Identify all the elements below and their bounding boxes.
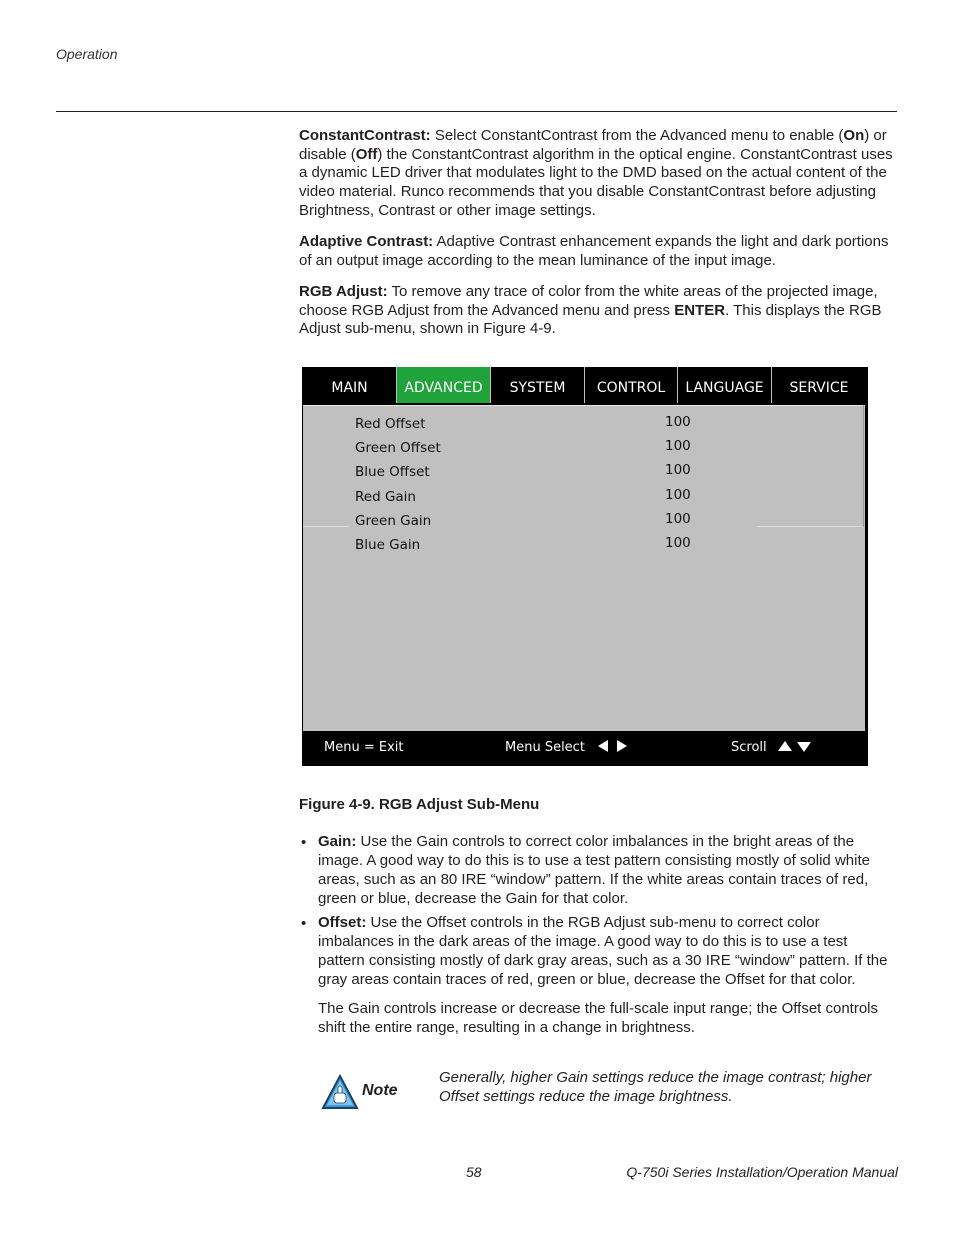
menu-row-value: 100	[665, 462, 691, 478]
menu-row-green-offset[interactable]	[355, 435, 835, 459]
gain-term: Gain:	[318, 833, 357, 850]
tab-advanced[interactable]: ADVANCED	[397, 367, 491, 403]
range-paragraph: The Gain controls increase or decrease the full-scale input range; the Offset controls shift the entire range, resulting in a change in brightness.	[318, 1000, 879, 1036]
panel-separator	[303, 526, 349, 527]
note-label: Note	[362, 1082, 398, 1099]
scroll-hint: Scroll	[731, 740, 767, 755]
constant-contrast-text-2: ) or disable (	[299, 127, 887, 163]
arrow-down-icon	[797, 742, 811, 752]
menu-row-value: 100	[665, 511, 691, 527]
tab-language[interactable]: LANGUAGE	[678, 367, 772, 403]
constant-contrast-text-1: Select ConstantContrast from the Advanced menu to enable (	[430, 127, 844, 144]
menu-row-label: Blue Offset	[355, 464, 430, 480]
menu-row-red-offset[interactable]	[355, 411, 835, 435]
osd-footer-bar	[303, 734, 865, 762]
enter-keyword: ENTER	[674, 301, 726, 319]
tab-service[interactable]: SERVICE	[789, 380, 849, 396]
offset-term: Offset:	[318, 914, 367, 931]
offset-bullet	[318, 914, 898, 990]
rgb-adjust-text-2: . This displays the RGB Adjust sub-menu, shown in Figure 4-9.	[299, 301, 882, 338]
menu-row-blue-offset[interactable]	[355, 459, 835, 483]
arrow-right-icon	[617, 740, 627, 752]
tab-system[interactable]: SYSTEM	[491, 367, 585, 403]
header-rule	[56, 111, 897, 112]
figure-caption: Figure 4-9. RGB Adjust Sub-Menu	[299, 796, 540, 813]
menu-row-label: Blue Gain	[355, 537, 421, 553]
panel-edge	[863, 405, 864, 527]
menu-row-value: 100	[665, 414, 691, 430]
menu-row-green-gain[interactable]	[355, 508, 835, 532]
arrow-left-icon	[598, 740, 608, 752]
osd-menu-panel	[303, 405, 865, 731]
off-keyword: Off	[355, 145, 378, 163]
rgb-adjust-text-1: To remove any trace of color from the white areas of the projected image, choose RGB Adjust from the Advanced menu and press	[299, 283, 878, 319]
manual-title: Q-750i Series Installation/Operation Manual	[626, 1164, 898, 1180]
panel-highlight	[303, 405, 865, 406]
menu-row-value: 100	[665, 438, 691, 454]
on-keyword: On	[843, 127, 865, 144]
menu-row-value: 100	[665, 487, 691, 503]
menu-row-label: Red Offset	[355, 416, 426, 432]
bullet-icon: •	[301, 834, 307, 851]
note-text: Generally, higher Gain settings reduce the image contrast; higher Offset settings reduce the image brightness.	[439, 1069, 872, 1105]
rgb-adjust-term: RGB Adjust:	[299, 283, 388, 300]
arrow-up-icon	[778, 741, 792, 751]
menu-row-label: Green Offset	[355, 440, 441, 456]
gain-bullet	[318, 833, 898, 909]
tab-main[interactable]: MAIN	[303, 367, 397, 403]
constant-contrast-paragraph	[299, 127, 897, 221]
menu-row-label: Red Gain	[355, 489, 416, 505]
gain-text: Use the Gain controls to correct color imbalances in the bright areas of the image. A good way to do this is to use a test pattern consisting mostly of solid white areas, such as an 80 IRE “window” pattern. If the white areas contain traces of red, green or blue, decrease the Gain for that color.	[318, 833, 870, 907]
rgb-adjust-osd-menu	[302, 367, 868, 766]
bullet-icon: •	[301, 915, 307, 932]
menu-row-red-gain[interactable]	[355, 484, 835, 508]
pointing-hand-warning-icon	[321, 1074, 359, 1110]
rgb-adjust-paragraph	[299, 283, 897, 339]
adaptive-contrast-paragraph	[299, 233, 897, 270]
menu-select-hint: Menu Select	[505, 740, 585, 755]
constant-contrast-text-3: ) the ConstantContrast algorithm in the optical engine. ConstantContrast uses a dynamic LED driver that modulates light to the DMD based on the actual content of the video material. Runco recommends that you disable ConstantContrast before adjusting Brightness, Contrast or other image settings.	[299, 145, 893, 219]
menu-row-label: Green Gain	[355, 513, 432, 529]
page-number: 58	[466, 1164, 482, 1180]
adaptive-contrast-text: Adaptive Contrast enhancement expands the light and dark portions of an output image according to the mean luminance of the input image.	[299, 233, 889, 269]
running-header: Operation	[56, 46, 118, 62]
menu-row-blue-gain[interactable]	[355, 532, 835, 556]
menu-row-value: 100	[665, 535, 691, 551]
menu-exit-hint: Menu = Exit	[324, 740, 404, 755]
offset-text: Use the Offset controls in the RGB Adjust sub-menu to correct color imbalances in the dark areas of the image. A good way to do this is to use a test pattern consisting mostly of dark gray areas, such as a 30 IRE “window” pattern. If the gray areas contain traces of red, green or blue, decrease the Offset for that color.	[318, 914, 888, 988]
adaptive-contrast-term: Adaptive Contrast:	[299, 233, 434, 250]
tab-control[interactable]: CONTROL	[585, 367, 678, 403]
constant-contrast-term: ConstantContrast:	[299, 127, 431, 144]
